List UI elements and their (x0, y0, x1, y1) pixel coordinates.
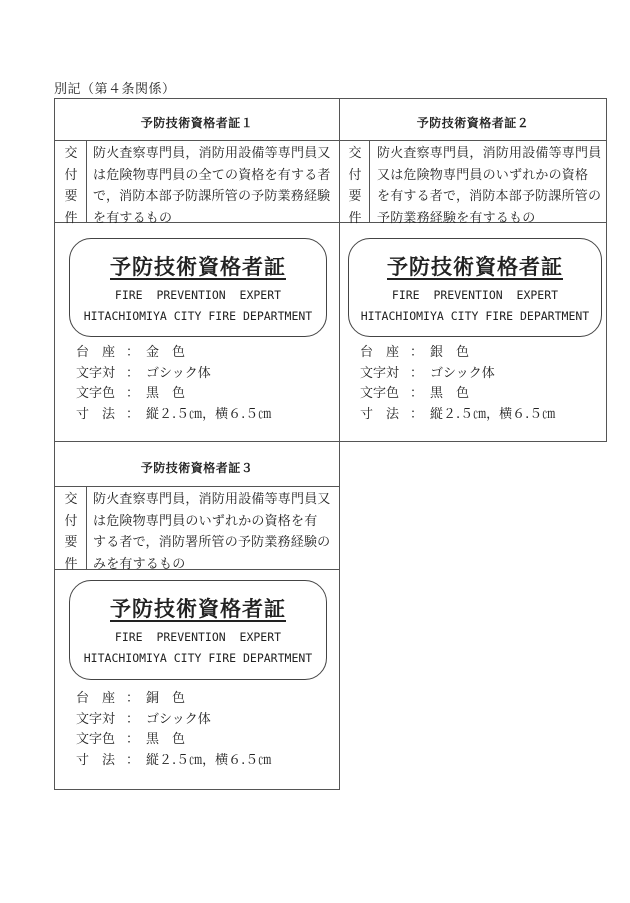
spec-row-size: 寸 法 ： 縦２.５㎝，横６.５㎝ (76, 406, 272, 422)
spec-row-base: 台 座 ： 金 色 (76, 345, 186, 360)
spec-row-font: 文字対 ： ゴシック体 (360, 365, 495, 381)
certificate-1-title: 予防技術資格者証１ (140, 116, 254, 130)
spec-row-base: 台 座 ： 銅 色 (76, 691, 186, 706)
certificate-1-cell (54, 98, 340, 442)
badge-english-line-1: FIRE PREVENTION EXPERT (114, 630, 282, 644)
spec-row-base: 台 座 ： 銀 色 (360, 345, 470, 360)
spec-row-font: 文字対 ： ゴシック体 (76, 711, 211, 727)
certificate-3-requirements: 防火査察専門員，消防用設備等専門員又 は危険物専門員のいずれかの資格を有 する者で，消防署所管の予防業務経験の みを有するもの (93, 492, 331, 572)
spec-row-color: 文字色 ： 黒 色 (360, 386, 470, 401)
badge-title: 予防技術資格者証 (387, 254, 563, 279)
spec-row-size: 寸 法 ： 縦２.５㎝，横６.５㎝ (76, 752, 272, 768)
badge-english-line-2: HITACHIOMIYA CITY FIRE DEPARTMENT (83, 308, 313, 323)
badge-english-line-1: FIRE PREVENTION EXPERT (114, 288, 282, 302)
spec-row-size: 寸 法 ： 縦２.５㎝，横６.５㎝ (360, 406, 556, 422)
requirement-label: 交 付 要 件 (64, 146, 78, 226)
badge-title: 予防技術資格者証 (110, 254, 286, 279)
badge-english-line-2: HITACHIOMIYA CITY FIRE DEPARTMENT (360, 308, 590, 323)
certificate-3-badge (69, 580, 327, 680)
requirement-label: 交 付 要 件 (348, 146, 362, 226)
requirement-label: 交 付 要 件 (64, 492, 78, 572)
certificate-3-specs (76, 689, 271, 771)
certificate-3-title: 予防技術資格者証３ (140, 461, 254, 475)
certificate-2-badge (348, 238, 602, 337)
badge-english-line-2: HITACHIOMIYA CITY FIRE DEPARTMENT (83, 650, 313, 665)
badge-english-line-1: FIRE PREVENTION EXPERT (391, 288, 559, 302)
certificate-2-title: 予防技術資格者証２ (416, 116, 530, 130)
certificate-2-specs (360, 343, 555, 425)
spec-row-color: 文字色 ： 黒 色 (76, 732, 186, 747)
certificate-1-requirements: 防火査察専門員，消防用設備等専門員又 は危険物専門員の全ての資格を有する者 で，消防本部予防課所管の予防業務経験 を有するもの (93, 146, 331, 226)
document-caption: 別記（第４条関係） (54, 82, 176, 97)
certificate-3-cell (54, 441, 340, 790)
certificate-1-badge (69, 238, 327, 337)
spec-row-font: 文字対 ： ゴシック体 (76, 365, 211, 381)
certificate-2-cell (339, 98, 607, 442)
certificate-1-specs (76, 343, 271, 425)
certificate-2-requirements: 防火査察専門員，消防用設備等専門員 又は危険物専門員のいずれかの資格 を有する者で，消防本部予防課所管の 予防業務経験を有するもの (377, 146, 602, 226)
spec-row-color: 文字色 ： 黒 色 (76, 386, 186, 401)
badge-title: 予防技術資格者証 (110, 596, 286, 621)
